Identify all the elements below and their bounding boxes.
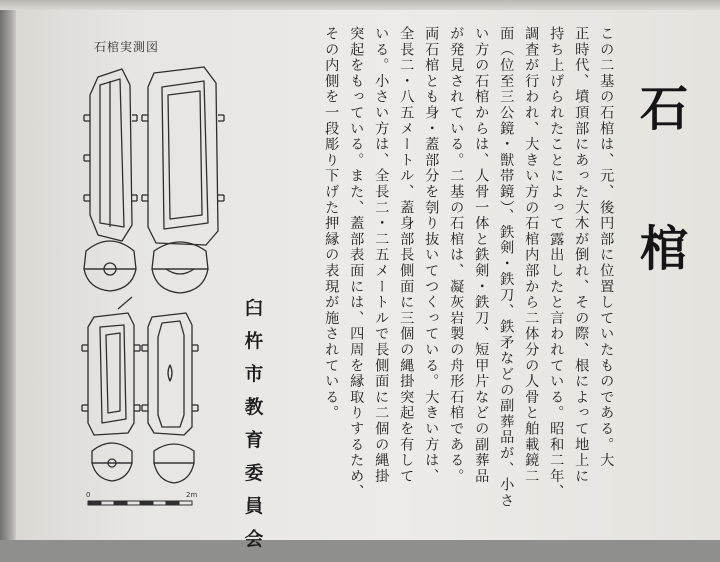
body-column-10: いる。小さい方は、全長二・二五メートルで長側面に二個の縄掛 [373, 26, 390, 485]
body-column-12: その内側を一段彫り下げた押縁の表現が施されている。 [323, 26, 340, 421]
figure-title: 石棺実測図 [94, 40, 160, 54]
body-column-11: 突起をもっている。また、蓋部表面には、四周を縁取りするため、 [348, 26, 365, 500]
body-column-6: い方の石棺からは、人骨一体と鉄剣・鉄刀、短甲片などの副葬品 [473, 26, 490, 485]
large-coffin-body-drawing [142, 67, 224, 245]
sign-frame-left [0, 0, 16, 540]
large-coffin-lid-drawing [84, 69, 137, 241]
small-coffin-cross-sections [92, 443, 194, 483]
body-column-8: 両石棺とも身・蓋部分を刳り抜いてつくっている。大きい方は、 [423, 26, 440, 485]
small-coffin-body-drawing [82, 297, 140, 435]
title-char-2: 棺 [640, 221, 689, 277]
scale-start-label: 0 [86, 491, 91, 499]
scale-end-label: 2m [186, 491, 198, 499]
sign-frame-top [0, 0, 720, 10]
body-column-7: が発見されている。二基の石棺は、凝灰岩製の舟形石棺である。 [448, 26, 465, 485]
body-column-1: この二基の石棺は、元、後円部に位置していたものである。大 [598, 26, 615, 469]
body-column-4: 調査が行われ、大きい方の石棺内部から二体分の人骨と舶載鏡二 [523, 26, 540, 485]
small-coffin-lid-drawing [142, 313, 198, 435]
sarcophagus-measurement-drawing [70, 55, 230, 525]
large-coffin-cross-sections [84, 241, 208, 293]
body-column-3: 持ち上げられたことによって露出したと言われている。昭和二年、 [548, 26, 565, 500]
scale-bar [88, 501, 192, 505]
body-column-5: 面（位至三公鏡・獣帯鏡）、鉄剣・鉄刀、鉄矛などの副葬品が、小さ [498, 26, 515, 509]
body-column-9: 全長二・八五メートル、蓋身部長側面に三個の縄掛突起を有して [398, 26, 415, 485]
body-column-2: 正時代、墳頂部にあった大木が倒れ、その際、根によって地上に [573, 26, 590, 485]
title-char-1: 石 [640, 81, 689, 137]
organization-name: 臼杵市教育委員会 [242, 298, 263, 562]
